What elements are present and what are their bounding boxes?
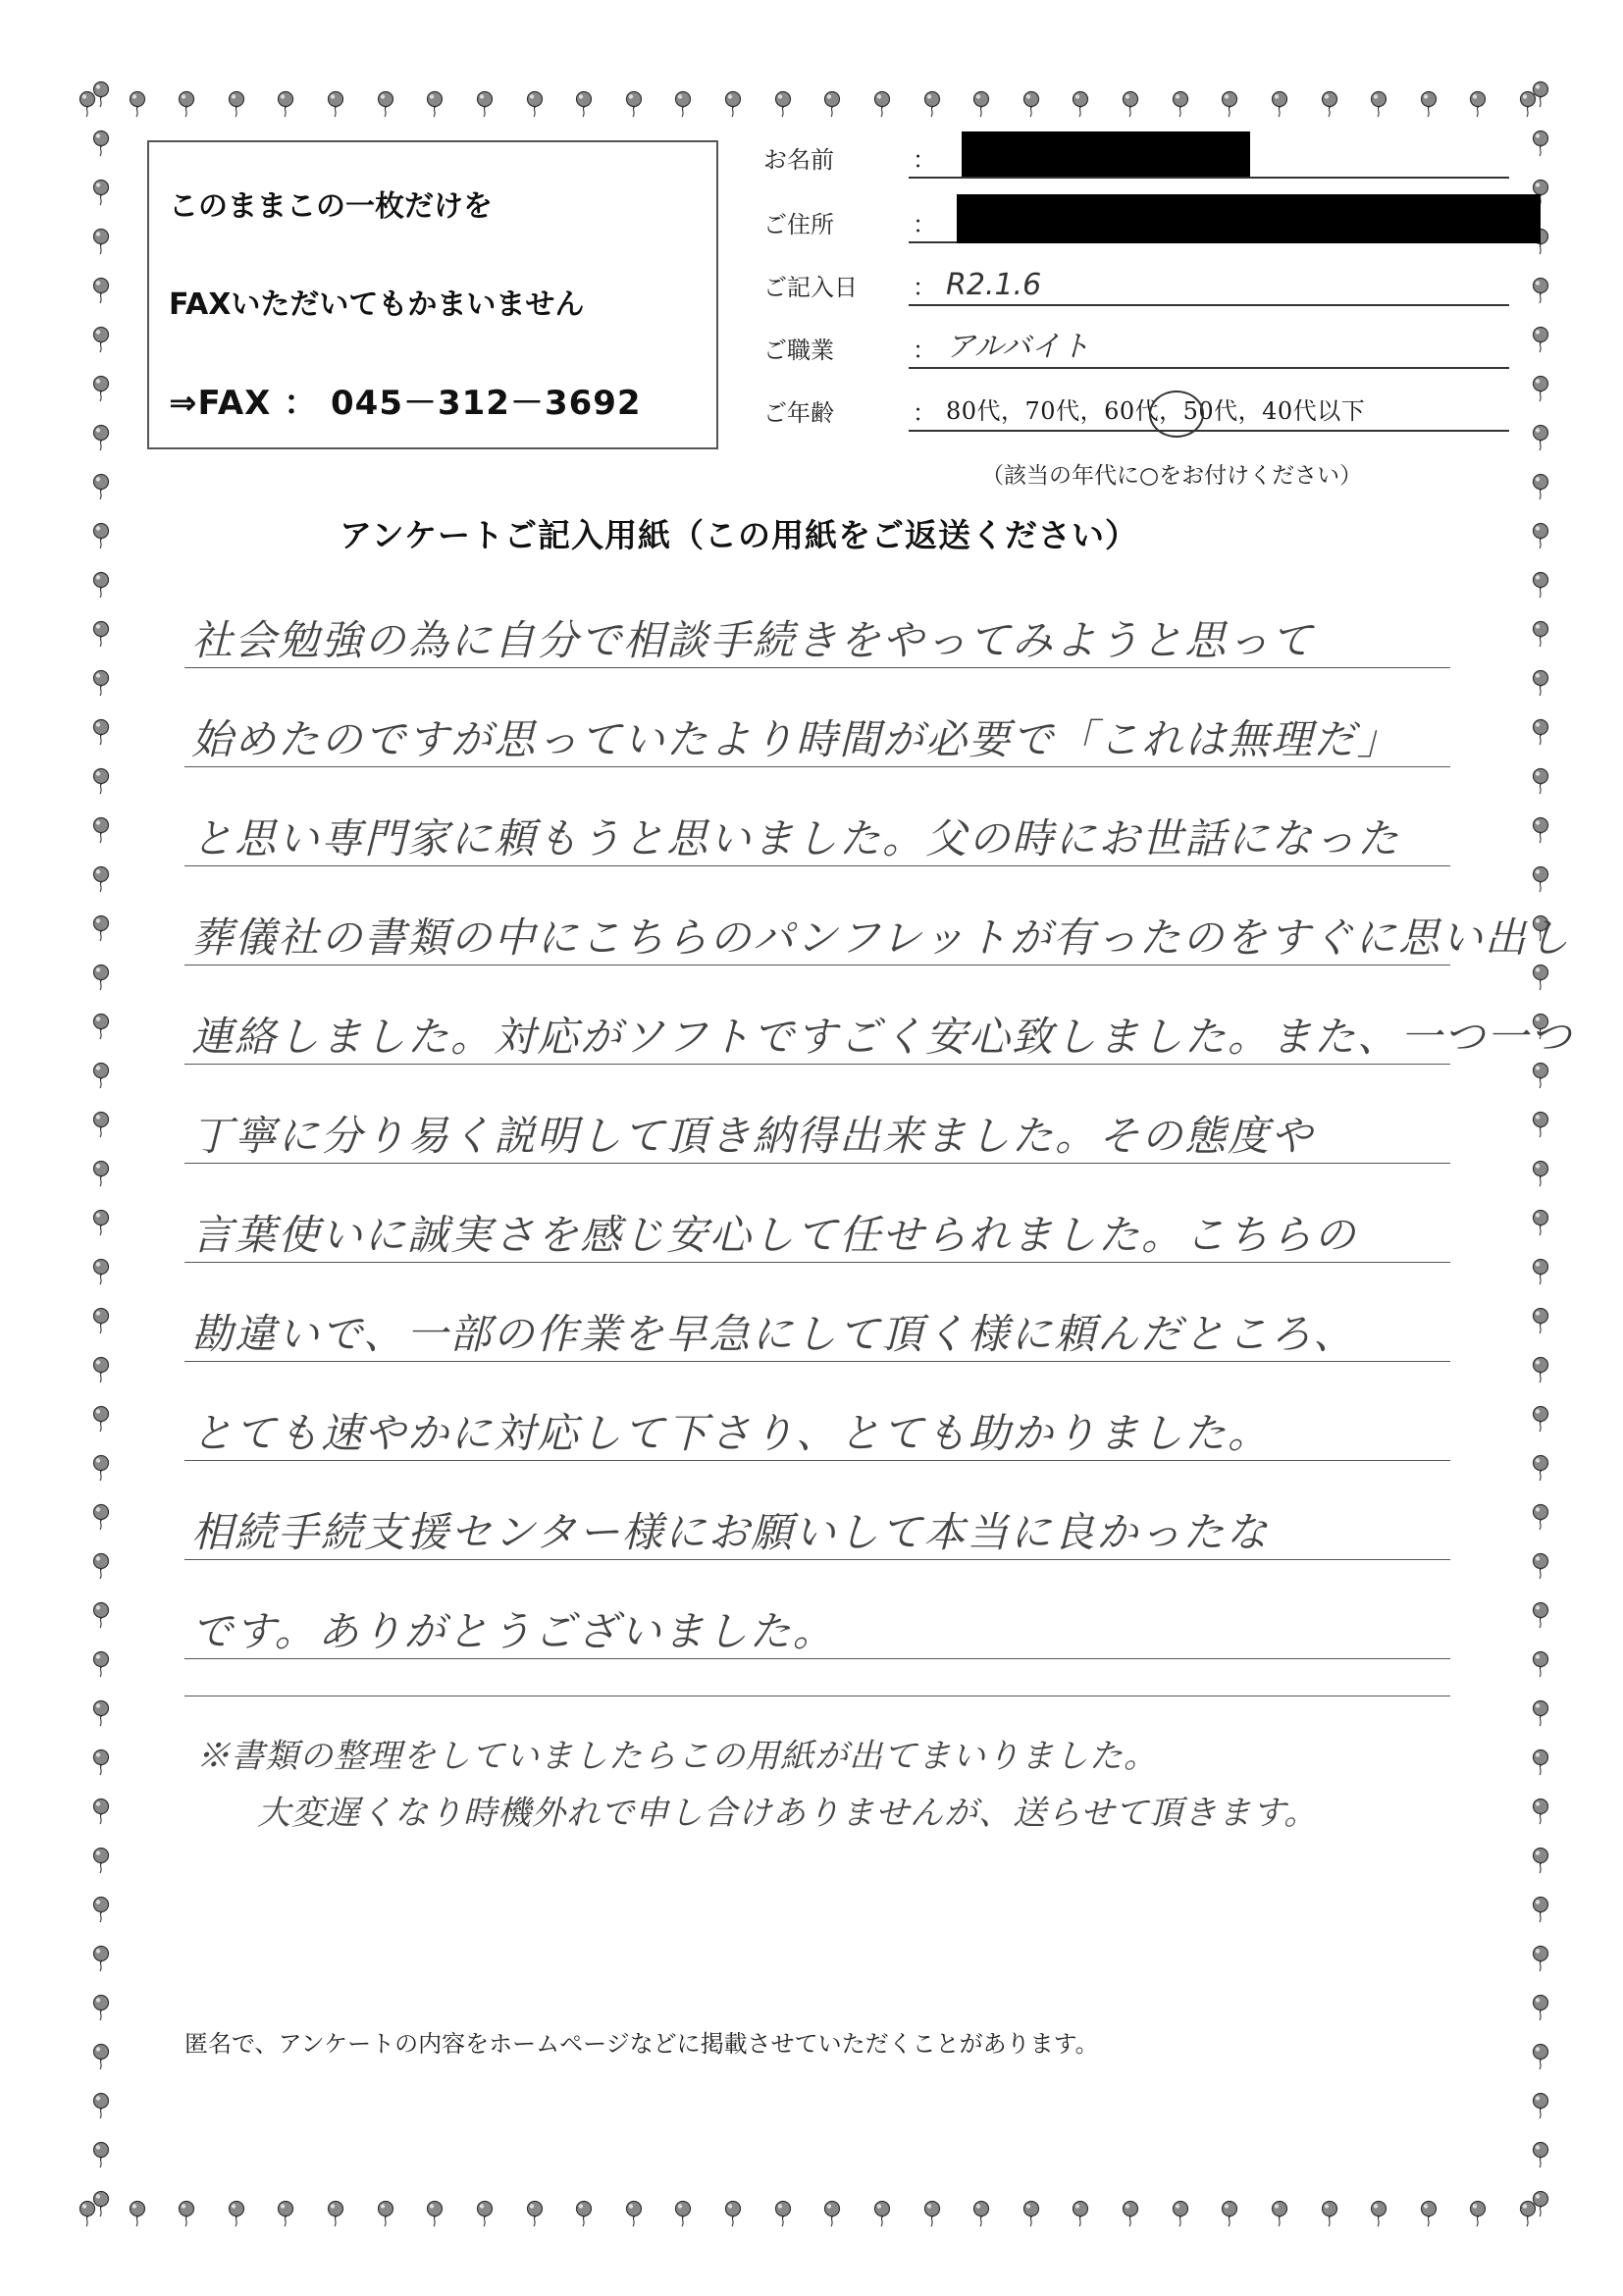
balloon-icon: [90, 1994, 112, 2021]
balloon-icon: [1530, 1258, 1551, 1285]
handwritten-line: 葬儀社の書類の中にこちらのパンフレットが有ったのをすぐに思い出し: [191, 913, 1571, 962]
balloon-icon: [1467, 2200, 1489, 2227]
balloon-icon: [573, 2200, 595, 2227]
border-left: [77, 0, 126, 2296]
balloon-icon: [1170, 2200, 1191, 2227]
balloon-icon: [722, 90, 744, 118]
balloon-icon: [90, 964, 112, 991]
balloon-icon: [90, 2141, 112, 2168]
handwritten-line: 連絡しました。対応がソフトですごく安心致しました。また、一つ一つ: [191, 1013, 1574, 1061]
balloon-icon: [474, 90, 496, 118]
age-underline: [909, 430, 1509, 432]
balloon-icon: [90, 1307, 112, 1334]
handwritten-line: 丁寧に分り易く説明して頂き納得出来ました。その態度や: [191, 1112, 1315, 1160]
balloon-icon: [921, 2200, 943, 2227]
balloon-icon: [1530, 2092, 1551, 2119]
balloon-icon: [90, 1847, 112, 1874]
writing-rule: [184, 1559, 1450, 1560]
job-label: ご職業: [763, 337, 834, 364]
balloon-icon: [90, 865, 112, 893]
handwritten-line: 相続手続支援センター様にお願いして本当に良かったな: [191, 1508, 1270, 1556]
balloon-icon: [1530, 1111, 1551, 1138]
balloon-icon: [1219, 2200, 1240, 2227]
balloon-icon: [1530, 424, 1551, 451]
balloon-icon: [1418, 2200, 1440, 2227]
handwritten-line: とても速やかに対応して下さり、とても助かりました。: [191, 1409, 1272, 1457]
balloon-icon: [90, 2043, 112, 2070]
balloon-icon: [424, 2200, 445, 2227]
balloon-icon: [1530, 964, 1551, 991]
balloon-icon: [1530, 1601, 1551, 1629]
fax-info-box: [147, 140, 718, 449]
balloon-icon: [1530, 571, 1551, 599]
writing-rule: [184, 1163, 1450, 1164]
colon: ：: [913, 337, 936, 364]
balloon-icon: [921, 90, 943, 118]
balloon-icon: [90, 80, 112, 108]
age-field: [763, 392, 1509, 432]
job-field: [763, 330, 1509, 369]
balloon-icon: [1368, 90, 1389, 118]
balloon-icon: [90, 718, 112, 746]
balloon-icon: [1530, 1307, 1551, 1334]
writing-rule: [184, 1361, 1450, 1362]
age-label: ご年齢: [763, 399, 834, 427]
balloon-icon: [176, 90, 197, 118]
balloon-icon: [325, 2200, 346, 2227]
balloon-icon: [1530, 1454, 1551, 1482]
balloon-icon: [524, 2200, 546, 2227]
balloon-icon: [1530, 718, 1551, 746]
balloon-icon: [970, 90, 992, 118]
balloon-icon: [90, 1209, 112, 1236]
address-label: ご住所: [763, 211, 834, 238]
balloon-icon: [375, 2200, 396, 2227]
balloon-icon: [1418, 90, 1440, 118]
footer-disclaimer: 匿名で、アンケートの内容をホームページなどに掲載させていただくことがあります。: [184, 2030, 1099, 2058]
date-field: [763, 267, 1509, 306]
writing-rule: [184, 1658, 1450, 1659]
balloon-icon: [90, 1111, 112, 1138]
balloon-icon: [90, 1650, 112, 1678]
colon: ：: [913, 399, 936, 427]
age-options: 80代，70代，60代，50代，40代以下: [946, 397, 1366, 425]
form-title: アンケートご記入用紙（この用紙をご返送ください）: [340, 516, 1139, 554]
date-label: ご記入日: [763, 274, 858, 301]
balloon-icon: [1530, 80, 1551, 108]
balloon-icon: [772, 90, 794, 118]
balloon-icon: [1530, 277, 1551, 304]
balloon-icon: [90, 1405, 112, 1433]
balloon-icon: [424, 90, 445, 118]
handwritten-line: 社会勉強の為に自分で相談手続きをやってみようと思って: [191, 616, 1315, 664]
balloon-icon: [90, 1503, 112, 1531]
balloon-icon: [176, 2200, 197, 2227]
balloon-icon: [1530, 1356, 1551, 1383]
balloon-icon: [1530, 326, 1551, 353]
balloon-icon: [90, 1552, 112, 1580]
age-selection-circle: [1149, 391, 1204, 438]
fax-number: ⇒FAX ： 045－312－3692: [169, 384, 642, 423]
balloon-icon: [1467, 90, 1489, 118]
writing-rule: [184, 667, 1450, 668]
name-redaction: [962, 131, 1250, 177]
border-top: [0, 80, 1623, 130]
balloon-icon: [1368, 2200, 1389, 2227]
balloon-icon: [226, 90, 247, 118]
balloon-icon: [90, 1601, 112, 1629]
balloon-icon: [1530, 620, 1551, 648]
balloon-icon: [1021, 2200, 1042, 2227]
balloon-icon: [1530, 473, 1551, 500]
balloon-icon: [90, 424, 112, 451]
balloon-icon: [275, 90, 296, 118]
balloon-icon: [474, 2200, 496, 2227]
writing-rule: [184, 766, 1450, 767]
balloon-icon: [1530, 1405, 1551, 1433]
balloon-icon: [90, 228, 112, 255]
balloon-icon: [90, 767, 112, 795]
balloon-icon: [1530, 375, 1551, 402]
fax-instruction-line2: FAXいただいてもかまいません: [169, 287, 585, 322]
balloon-icon: [1530, 1552, 1551, 1580]
balloon-icon: [1021, 90, 1042, 118]
balloon-icon: [90, 1699, 112, 1727]
balloon-icon: [821, 90, 843, 118]
handwritten-line: 勘違いで、一部の作業を早急にして頂く様に頼んだところ、: [191, 1310, 1357, 1358]
writing-rule: [184, 1460, 1450, 1461]
name-label: お名前: [763, 146, 834, 174]
balloon-icon: [90, 375, 112, 402]
balloon-icon: [1530, 130, 1551, 157]
balloon-icon: [623, 2200, 645, 2227]
balloon-icon: [325, 90, 346, 118]
balloon-icon: [672, 90, 694, 118]
balloon-icon: [1120, 2200, 1141, 2227]
job-value: アルバイト: [946, 330, 1090, 364]
balloon-icon: [90, 130, 112, 157]
border-right: [1516, 0, 1565, 2296]
balloon-icon: [1530, 522, 1551, 549]
balloon-icon: [1530, 669, 1551, 697]
colon: ：: [913, 211, 936, 238]
handwritten-line: と思い専門家に頼もうと思いました。父の時にお世話になった: [191, 814, 1401, 862]
balloon-icon: [970, 2200, 992, 2227]
balloon-icon: [1530, 1748, 1551, 1776]
balloon-icon: [90, 2092, 112, 2119]
balloon-icon: [1530, 1896, 1551, 1923]
note-line: 大変遅くなり時機外れで申し合けありませんが、送らせて頂きます。: [257, 1794, 1319, 1833]
balloon-icon: [375, 90, 396, 118]
balloon-icon: [1120, 90, 1141, 118]
balloon-icon: [90, 571, 112, 599]
balloon-icon: [1530, 865, 1551, 893]
balloon-icon: [1530, 1847, 1551, 1874]
balloon-icon: [90, 1160, 112, 1187]
fax-instruction-line1: このままこの一枚だけを: [169, 189, 493, 224]
age-instruction: （該当の年代に○をお付けください）: [981, 463, 1363, 489]
balloon-icon: [821, 2200, 843, 2227]
balloon-icon: [90, 669, 112, 697]
address-redaction: [957, 194, 1541, 243]
balloon-icon: [127, 2200, 148, 2227]
balloon-icon: [1070, 2200, 1091, 2227]
balloon-icon: [1530, 767, 1551, 795]
balloon-icon: [90, 1013, 112, 1040]
balloon-icon: [90, 522, 112, 549]
balloon-icon: [1530, 2141, 1551, 2168]
balloon-icon: [1530, 1798, 1551, 1825]
balloon-icon: [90, 1798, 112, 1825]
balloon-icon: [772, 2200, 794, 2227]
balloon-icon: [1530, 1699, 1551, 1727]
writing-rule: [184, 865, 1450, 866]
date-underline: [909, 304, 1509, 306]
balloon-icon: [1170, 90, 1191, 118]
colon: ：: [913, 146, 936, 174]
balloon-icon: [1269, 90, 1290, 118]
balloon-icon: [90, 326, 112, 353]
balloon-icon: [1530, 2190, 1551, 2218]
job-underline: [909, 367, 1509, 369]
balloon-icon: [623, 90, 645, 118]
balloon-icon: [871, 90, 893, 118]
balloon-icon: [90, 277, 112, 304]
handwritten-line: です。ありがとうございました。: [191, 1607, 836, 1655]
balloon-icon: [90, 620, 112, 648]
balloon-icon: [722, 2200, 744, 2227]
border-bottom: [0, 2190, 1623, 2239]
balloon-icon: [90, 1896, 112, 1923]
balloon-icon: [90, 1454, 112, 1482]
balloon-icon: [1530, 1062, 1551, 1089]
balloon-icon: [1319, 90, 1340, 118]
note-line: ※書類の整理をしていましたらこの用紙が出てまいりました。: [196, 1737, 1158, 1776]
balloon-icon: [90, 1258, 112, 1285]
balloon-icon: [1219, 90, 1240, 118]
date-value: R2.1.6: [946, 268, 1042, 302]
balloon-icon: [127, 90, 148, 118]
handwritten-line: 言葉使いに誠実さを感じ安心して任せられました。こちらの: [191, 1211, 1358, 1259]
balloon-icon: [672, 2200, 694, 2227]
balloon-icon: [524, 90, 546, 118]
writing-rule: [184, 1064, 1450, 1065]
balloon-icon: [1530, 816, 1551, 844]
balloon-icon: [1070, 90, 1091, 118]
balloon-icon: [90, 1062, 112, 1089]
balloon-icon: [90, 2190, 112, 2218]
name-underline: [909, 177, 1509, 179]
balloon-icon: [1530, 1503, 1551, 1531]
balloon-icon: [226, 2200, 247, 2227]
balloon-icon: [90, 1945, 112, 1972]
balloon-icon: [573, 90, 595, 118]
writing-rule: [184, 1262, 1450, 1263]
balloon-icon: [90, 1356, 112, 1383]
balloon-icon: [1530, 1650, 1551, 1678]
balloon-icon: [1530, 2043, 1551, 2070]
balloon-icon: [871, 2200, 893, 2227]
balloon-icon: [90, 816, 112, 844]
balloon-icon: [1530, 1945, 1551, 1972]
balloon-icon: [1530, 1209, 1551, 1236]
handwritten-line: 始めたのですが思っていたより時間が必要で「これは無理だ」: [191, 715, 1401, 763]
balloon-icon: [1269, 2200, 1290, 2227]
balloon-icon: [90, 179, 112, 206]
balloon-icon: [90, 914, 112, 942]
balloon-icon: [90, 1748, 112, 1776]
balloon-icon: [90, 473, 112, 500]
balloon-icon: [1530, 1160, 1551, 1187]
balloon-icon: [1530, 1994, 1551, 2021]
colon: ：: [913, 274, 936, 301]
balloon-icon: [275, 2200, 296, 2227]
balloon-icon: [1319, 2200, 1340, 2227]
